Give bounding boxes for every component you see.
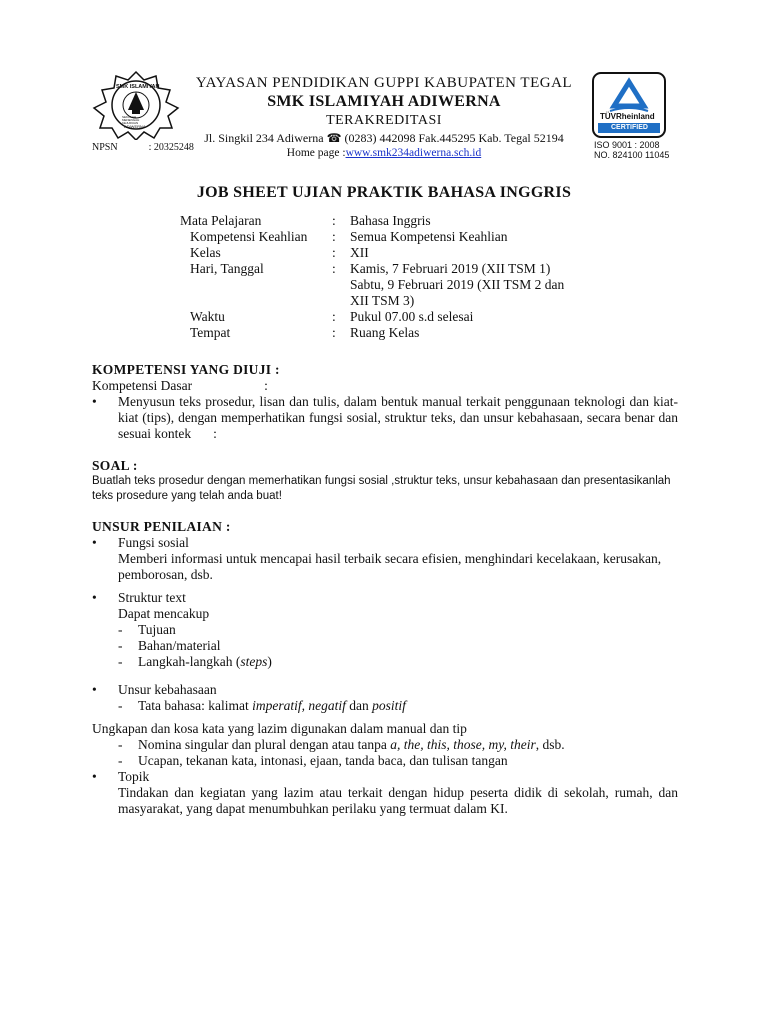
info-label <box>180 277 332 293</box>
phone-icon: ☎ <box>326 131 342 145</box>
letterhead <box>184 74 584 160</box>
list-item: - Tata bahasa: kalimat imperatif, negatif dan positif <box>118 698 406 713</box>
info-row <box>180 213 600 229</box>
list-item: - Langkah-langkah (steps) <box>118 654 272 669</box>
kompetensi-heading: KOMPETENSI YANG DIUJI : <box>92 362 280 377</box>
homepage <box>184 146 584 160</box>
npsn <box>92 142 194 153</box>
kd-text: Menyusun teks prosedur, lisan dan tulis, dalam bentuk manual terkait penggunaan teknologi dan kiat-kiat (tips), dengan memperhatikan fungsi sosial, struktur teks, dan unsur kebahasaan, secara benar dan sesuai kontek : <box>118 394 678 441</box>
kd-label: Kompetensi Dasar <box>92 378 193 393</box>
fungsi-title: Fungsi sosial <box>118 535 189 550</box>
topik-text: Tindakan dan kegiatan yang lazim atau terkait dengan hidup peserta didik di sekolah, rumah, dan masyarakat, yang dapat menumbuhkan perilaku yang termuat dalam KI. <box>118 785 678 816</box>
logo-mid-text: SEKOLAH MENENGAH KEJURUAN <box>122 115 140 125</box>
npsn-label: NPSN <box>92 142 118 153</box>
npsn-value: : 20325248 <box>148 142 194 153</box>
bullet-icon: • <box>92 535 97 550</box>
bullet-icon: • <box>92 590 97 605</box>
logo-top-text: SMK ISLAMIYAH <box>116 84 160 90</box>
address <box>184 130 584 146</box>
info-row <box>180 309 600 325</box>
struktur-title: Struktur text <box>118 590 186 605</box>
bullet-icon: • <box>92 394 97 409</box>
bullet-icon: • <box>92 769 97 784</box>
address-pre: Jl. Singkil 234 Adiwerna <box>204 131 327 145</box>
info-label: Waktu <box>190 309 225 324</box>
info-value: Kamis, 7 Februari 2019 (XII TSM 1) <box>350 261 551 276</box>
info-label: Mata Pelajaran <box>180 213 262 228</box>
list-item: - Bahan/material <box>118 638 221 653</box>
info-row <box>180 229 600 245</box>
info-row <box>180 245 600 261</box>
dash-icon: - <box>118 622 123 637</box>
dash-icon: - <box>118 737 123 752</box>
main-content <box>92 362 678 817</box>
info-label: Kelas <box>190 245 221 260</box>
info-value: Ruang Kelas <box>350 325 420 340</box>
dash-icon: - <box>118 654 123 669</box>
info-label: Kompetensi Keahlian <box>190 229 308 244</box>
unsur-title: Unsur kebahasaan <box>118 682 217 697</box>
kd-line <box>92 378 678 394</box>
penilaian-heading: UNSUR PENILAIAN : <box>92 519 231 534</box>
iso-line-2: NO. 824100 11045 <box>594 150 670 160</box>
dash-icon: - <box>118 753 123 768</box>
school-name: SMK ISLAMIYAH ADIWERNA <box>267 93 501 110</box>
struktur-sub: Dapat mencakup <box>118 606 210 621</box>
info-value: Pukul 07.00 s.d selesai <box>350 309 474 324</box>
kd-colon: : <box>264 378 268 393</box>
info-value: Semua Kompetensi Keahlian <box>350 229 508 244</box>
foundation-name: YAYASAN PENDIDIKAN GUPPI KABUPATEN TEGAL <box>195 75 573 91</box>
info-colon: : <box>332 213 336 228</box>
document-title: JOB SHEET UJIAN PRAKTIK BAHASA INGGRIS <box>196 184 572 201</box>
homepage-link[interactable]: www.smk234adiwerna.sch.id <box>345 147 482 159</box>
list-item <box>92 535 678 583</box>
tuv-text: TÜVRheinland <box>600 112 655 121</box>
info-row <box>180 277 600 293</box>
accreditation: TERAKREDITASI <box>326 113 442 128</box>
list-item: - Tujuan <box>118 622 176 637</box>
list-item <box>92 769 678 817</box>
fungsi-text: Memberi informasi untuk mencapai hasil terbaik secara efisien, menghindari kecelakaan, kerusakan, pemborosan, dsb. <box>118 551 662 582</box>
info-colon: : <box>332 245 336 260</box>
school-logo <box>88 70 184 140</box>
iso-info <box>594 140 669 160</box>
info-value: Bahasa Inggris <box>350 213 431 228</box>
list-item <box>92 682 678 698</box>
info-row <box>180 261 600 277</box>
bullet-icon: • <box>92 682 97 697</box>
info-table <box>180 213 600 341</box>
list-item <box>92 590 678 622</box>
iso-line-1: ISO 9001 : 2008 <box>594 140 660 150</box>
info-label: Tempat <box>190 325 231 340</box>
info-value: Sabtu, 9 Februari 2019 (XII TSM 2 dan <box>350 277 565 292</box>
info-colon: : <box>332 325 336 340</box>
homepage-label: Home page : <box>286 147 346 159</box>
list-item: - Nomina singular dan plural dengan atau tanpa a, the, this, those, my, their, dsb. <box>118 737 565 752</box>
certified-text: CERTIFIED <box>611 124 648 131</box>
topik-title: Topik <box>118 769 150 784</box>
info-colon: : <box>332 261 336 276</box>
info-label: Hari, Tanggal <box>190 261 264 276</box>
kd-tail: : <box>213 426 217 441</box>
soal-heading: SOAL : <box>92 458 138 473</box>
info-colon: : <box>332 229 336 244</box>
address-post: (0283) 442098 Fak.445295 Kab. Tegal 52194 <box>341 131 564 145</box>
tuv-certified-logo <box>592 72 666 146</box>
dash-icon: - <box>118 698 123 713</box>
info-value: XII TSM 3) <box>350 293 415 308</box>
info-label <box>180 293 332 309</box>
logo-bottom-text: ADIWERNA <box>124 124 146 129</box>
dash-icon: - <box>118 638 123 653</box>
info-value: XII <box>350 245 369 260</box>
list-item: - Ucapan, tekanan kata, intonasi, ejaan, tanda baca, dan tulisan tangan <box>118 753 508 768</box>
list-item <box>92 394 678 442</box>
info-row <box>180 293 600 309</box>
soal-text: Buatlah teks prosedur dengan memerhatikan fungsi sosial ,struktur teks, unsur kebahasaan dan presentasikanlah teks prosedure yang telah anda buat! <box>92 475 671 502</box>
info-row <box>180 325 600 341</box>
ungkapan-text: Ungkapan dan kosa kata yang lazim digunakan dalam manual dan tip <box>92 721 467 736</box>
info-colon: : <box>332 309 336 324</box>
